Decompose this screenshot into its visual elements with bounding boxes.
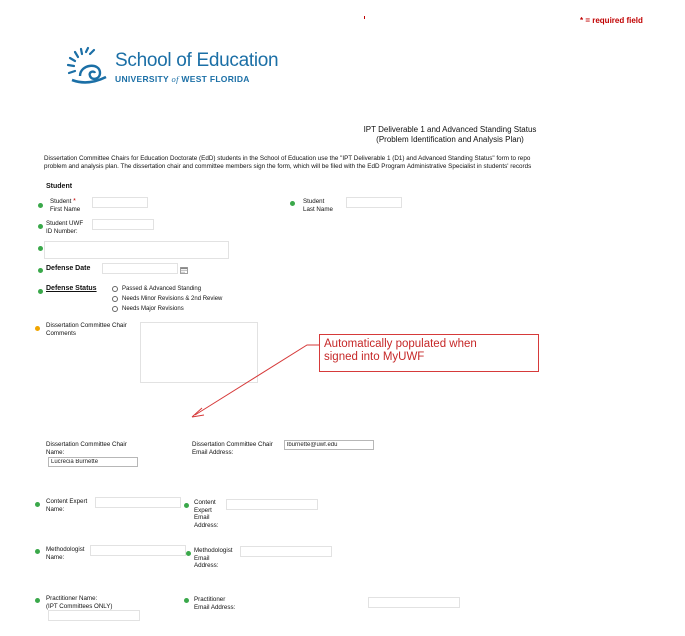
methodologist-name-label: Methodologist Name: bbox=[46, 546, 85, 561]
chair-name-input[interactable] bbox=[48, 457, 138, 467]
status-dot bbox=[290, 201, 295, 206]
calendar-icon[interactable] bbox=[180, 266, 188, 274]
practitioner-email-input[interactable] bbox=[368, 597, 460, 608]
methodologist-email-label: Methodologist Email Address: bbox=[194, 547, 233, 569]
practitioner-email-label: Practitioner Email Address: bbox=[194, 596, 236, 611]
content-expert-email-label: Content Expert Email Address: bbox=[194, 499, 219, 529]
red-mark bbox=[364, 16, 365, 19]
methodologist-name-input[interactable] bbox=[90, 545, 186, 556]
status-dot bbox=[35, 549, 40, 554]
radio-minor-revisions[interactable]: Needs Minor Revisions & 2nd Review bbox=[112, 294, 222, 304]
logo-subtitle: UNIVERSITY of WEST FLORIDA bbox=[115, 74, 250, 84]
status-dot bbox=[38, 203, 43, 208]
callout-arrow bbox=[186, 335, 322, 421]
practitioner-name-input[interactable] bbox=[48, 610, 140, 621]
status-dot bbox=[35, 326, 40, 331]
logo-title: School of Education bbox=[115, 50, 279, 71]
content-expert-name-input[interactable] bbox=[95, 497, 181, 508]
status-dot bbox=[38, 268, 43, 273]
radio-major-revisions[interactable]: Needs Major Revisions bbox=[112, 304, 222, 314]
form-intro: Dissertation Committee Chairs for Education Doctorate (EdD) students in the School of Education use the "IPT Deliverable 1 (D1) and Advanced Standing Status" form to repo problem and analysis plan. The dissertation chair and committee members sign the form, which will be filed with the EdD Program Administrative Specialist in students' records bbox=[44, 155, 532, 170]
uwf-id-input[interactable] bbox=[92, 219, 154, 230]
topic-input[interactable] bbox=[44, 241, 229, 259]
first-name-label: Student * First Name bbox=[50, 198, 81, 213]
last-name-input[interactable] bbox=[346, 197, 402, 208]
status-dot bbox=[38, 246, 43, 251]
radio-circle-icon[interactable] bbox=[112, 306, 118, 312]
content-expert-email-input[interactable] bbox=[226, 499, 318, 510]
status-dot bbox=[35, 502, 40, 507]
defense-status-label: Defense Status bbox=[46, 285, 97, 292]
methodologist-email-input[interactable] bbox=[240, 546, 332, 557]
defense-date-label: Defense Date bbox=[46, 265, 91, 272]
last-name-label: Student Last Name bbox=[303, 198, 333, 213]
chair-email-input[interactable] bbox=[284, 440, 374, 450]
status-dot bbox=[38, 224, 43, 229]
radio-passed[interactable]: Passed & Advanced Standing bbox=[112, 284, 222, 294]
defense-status-options bbox=[112, 284, 222, 314]
content-expert-name-label: Content Expert Name: bbox=[46, 498, 88, 513]
practitioner-name-label: Practitioner Name: (IPT Committees ONLY) bbox=[46, 595, 113, 610]
status-dot bbox=[35, 598, 40, 603]
status-dot bbox=[38, 289, 43, 294]
uwf-logo-icon bbox=[66, 46, 110, 86]
radio-circle-icon[interactable] bbox=[112, 296, 118, 302]
radio-circle-icon[interactable] bbox=[112, 286, 118, 292]
status-dot bbox=[184, 598, 189, 603]
status-dot bbox=[184, 503, 189, 508]
defense-date-input[interactable] bbox=[102, 263, 178, 274]
status-dot bbox=[186, 551, 191, 556]
chair-email-label: Dissertation Committee Chair Email Address: bbox=[192, 441, 273, 456]
first-name-input[interactable] bbox=[92, 197, 148, 208]
chair-comments-label: Dissertation Committee Chair Comments bbox=[46, 322, 127, 337]
required-field-note: * = required field bbox=[580, 16, 643, 25]
chair-name-label: Dissertation Committee Chair Name: bbox=[46, 441, 127, 456]
form-title: IPT Deliverable 1 and Advanced Standing Status (Problem Identification and Analysis Plan) bbox=[363, 125, 537, 144]
uwf-id-label: Student UWF ID Number: bbox=[46, 220, 84, 235]
annotation-callout: Automatically populated when signed into MyUWF bbox=[319, 334, 539, 372]
student-section-header: Student bbox=[46, 183, 73, 190]
